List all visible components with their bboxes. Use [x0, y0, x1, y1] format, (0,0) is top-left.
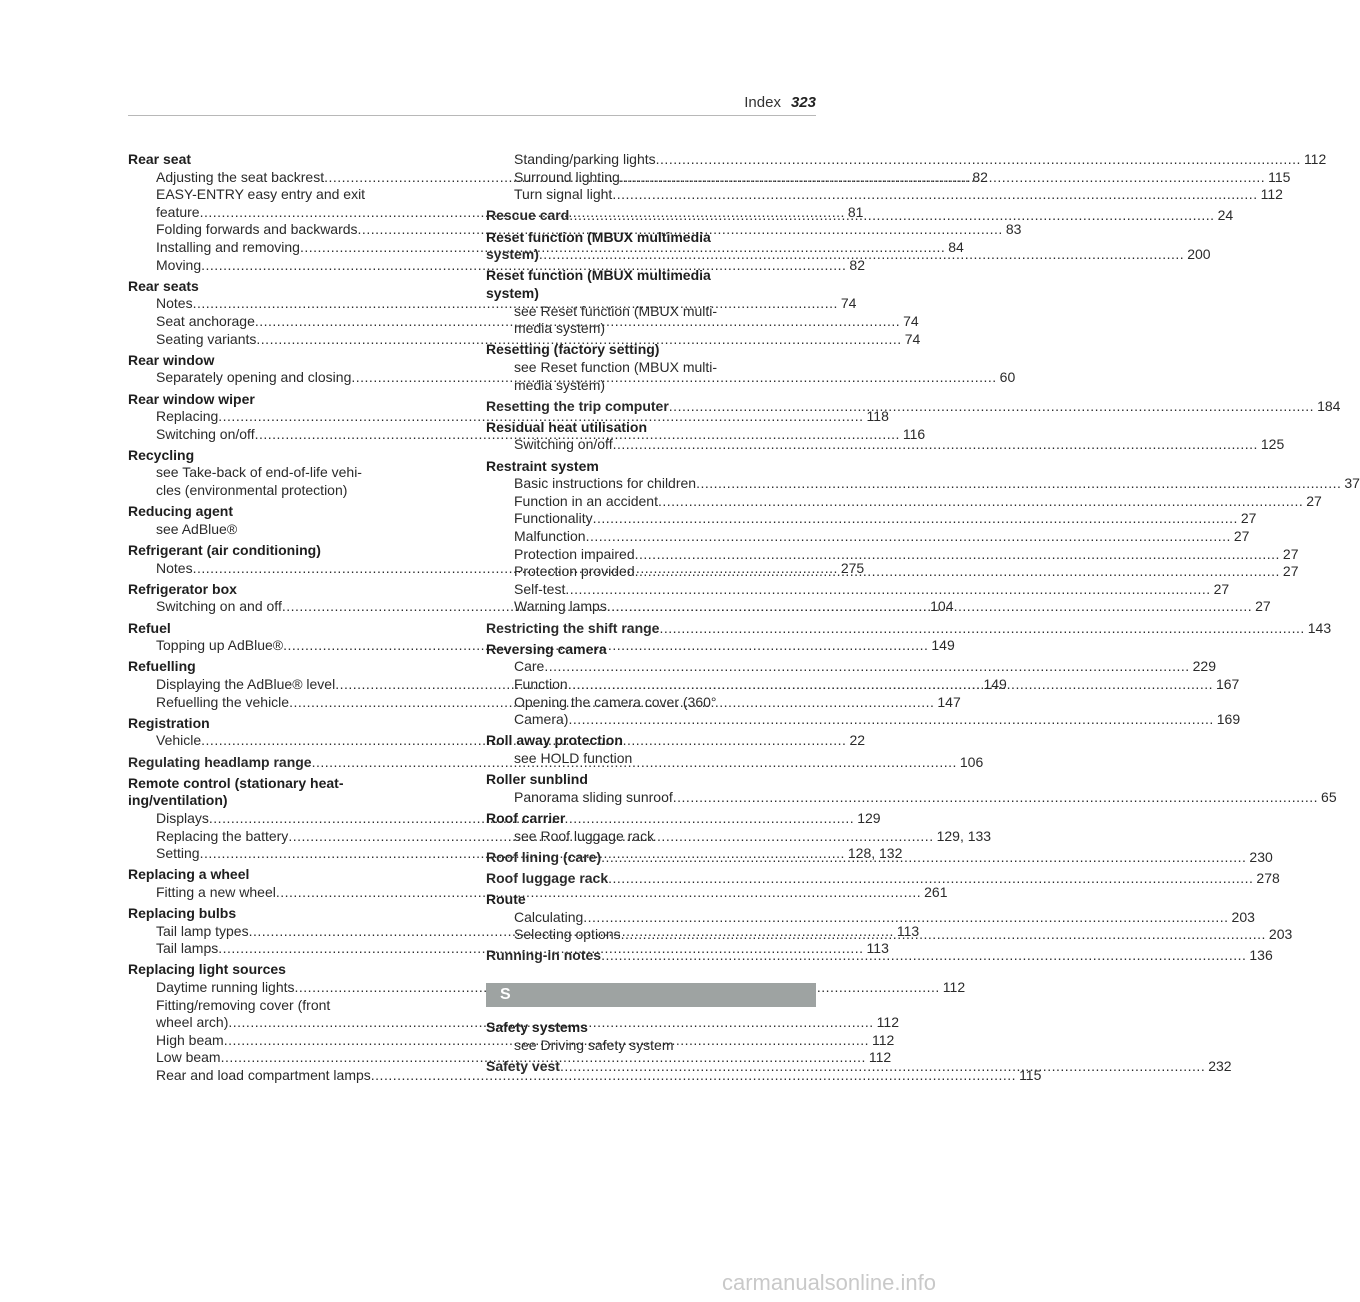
entry-heading: Replacing bulbs [128, 905, 237, 922]
page-ref: 74 [903, 312, 919, 329]
entry-heading: Reset function (MBUX multimedia [486, 228, 711, 245]
entry-heading: Refrigerator box [128, 580, 237, 597]
cross-reference[interactable]: see HOLD function [514, 749, 633, 766]
page-ref: 113 [866, 940, 889, 957]
dot-leader [673, 789, 1318, 807]
subentry[interactable] [486, 908, 1255, 927]
page-ref: 261 [924, 883, 948, 900]
page-ref: 143 [1307, 619, 1332, 636]
page-ref: 169 [1216, 711, 1241, 728]
section-title: Index [744, 94, 781, 111]
cross-reference[interactable]: see Take-back of end-of-life vehi- [156, 464, 362, 481]
dot-leader [669, 398, 1314, 416]
subentry-label: Switching on/off [514, 436, 613, 453]
entry-heading: Roof carrier [486, 809, 566, 826]
dot-leader [612, 186, 1257, 204]
dot-leader [635, 563, 1280, 581]
index-entry [486, 267, 816, 337]
dot-leader [544, 658, 1189, 676]
page-ref: 149 [931, 637, 955, 654]
subentry[interactable] [486, 510, 1257, 528]
subentry-label: Selecting options [514, 926, 621, 943]
subentry-label: feature [156, 203, 200, 220]
subentry-label: Standing/parking lights [514, 151, 656, 167]
index-entry [486, 869, 1280, 888]
entry-heading: Safety systems [486, 1019, 588, 1036]
subentry-label: Installing and removing [156, 238, 300, 255]
dot-leader [568, 711, 1213, 729]
subentry-label: Replacing [156, 408, 219, 425]
dot-leader [620, 169, 1265, 187]
cross-reference[interactable]: cles (environmental protection) [156, 482, 348, 499]
subentry-label: Replacing the battery [156, 827, 289, 844]
page-ref: 83 [1005, 221, 1022, 238]
subentry-label: Tail lamp types [156, 922, 249, 939]
dot-leader [635, 546, 1280, 564]
page-ref: 112 [871, 1031, 895, 1048]
subentry-label: Basic instructions for children [514, 475, 697, 492]
entry-heading: Roller sunblind [486, 771, 588, 788]
page-ref: 136 [1249, 947, 1273, 964]
page-ref: 147 [937, 693, 961, 710]
subentry-label: Switching on/off [156, 425, 255, 442]
page-ref: 167 [1215, 675, 1240, 692]
subentry-label: wheel arch) [156, 1014, 229, 1031]
page-ref: 203 [1231, 908, 1255, 925]
page-ref: 129, 133 [936, 827, 992, 844]
page-ref: 60 [999, 369, 1016, 386]
page-ref: 230 [1249, 848, 1273, 865]
cross-reference[interactable]: see Reset function (MBUX multi- [514, 358, 718, 375]
dot-leader [696, 475, 1341, 493]
page-ref: 112 [942, 979, 966, 996]
watermark: carmanualsonline.info [721, 1270, 936, 1295]
dot-leader [560, 1058, 1205, 1076]
page-ref: 118 [866, 408, 889, 425]
subentry-label: Vehicle [156, 732, 202, 749]
page-ref: 128, 132 [847, 845, 903, 862]
cross-reference[interactable]: media system) [514, 320, 606, 337]
dot-leader [539, 246, 1184, 264]
cross-reference[interactable]: media system) [514, 376, 606, 393]
subentry-label: EASY-ENTRY easy entry and exit [156, 186, 366, 203]
page-ref: 203 [1268, 926, 1293, 943]
entry-heading: Replacing light sources [128, 961, 286, 978]
page-ref: 27 [1306, 492, 1322, 509]
entry-heading-with-page[interactable] [486, 619, 1332, 638]
page-ref: 27 [1213, 580, 1230, 597]
cross-reference[interactable]: see Roof luggage rack [514, 827, 655, 844]
page-ref: 104 [930, 598, 954, 615]
subentry-label: Notes [156, 559, 193, 576]
page-ref: 113 [896, 922, 920, 939]
subentry-label: Warning lamps [514, 598, 607, 615]
index-entry [486, 397, 1341, 416]
subentry-label: Function in an accident [514, 492, 658, 509]
entry-heading: Reset function (MBUX multimedia [486, 267, 711, 284]
dot-leader [658, 493, 1303, 511]
page-ref: 112 [1260, 186, 1283, 203]
subentry-label: Setting [156, 845, 200, 862]
cross-reference[interactable]: see AdBlue® [156, 520, 238, 537]
entry-heading: system) [486, 246, 539, 263]
subentry-label: Surround lighting [514, 168, 620, 185]
dot-leader [586, 528, 1231, 546]
page-ref: 184 [1317, 397, 1341, 414]
page-ref: 74 [840, 295, 857, 312]
page-ref: 149 [983, 675, 1007, 692]
subentry-label: Fitting/removing cover (front [156, 996, 331, 1013]
page-ref: 278 [1256, 869, 1280, 886]
entry-heading: Safety vest [486, 1057, 560, 1074]
dot-leader [613, 436, 1258, 454]
subentry-label: Self-test [514, 580, 566, 597]
subentry-label: Switching on and off [156, 598, 282, 615]
entry-heading: Restraint system [486, 457, 599, 474]
subentry[interactable] [128, 256, 865, 275]
dot-leader [593, 510, 1238, 528]
page-ref: 37 [1344, 475, 1360, 492]
dot-leader [569, 207, 1214, 225]
subentry[interactable] [128, 408, 889, 426]
entry-heading: Rear seats [128, 277, 199, 294]
subentry[interactable] [486, 475, 1360, 493]
dot-leader [608, 870, 1253, 888]
subentry[interactable] [128, 330, 921, 349]
subentry-label: Protection provided [514, 563, 635, 580]
subentry-label: Camera) [514, 711, 569, 728]
dot-leader [601, 947, 1246, 965]
subentry-label: Functionality [514, 510, 593, 527]
subentry[interactable] [486, 545, 1299, 564]
entry-heading: Refuelling [128, 658, 196, 675]
page-ref: 27 [1282, 545, 1299, 562]
index-entry [486, 771, 1337, 806]
entry-heading: ing/ventilation) [128, 792, 228, 809]
entry-heading: Rear window wiper [128, 390, 255, 407]
entry-heading: Reversing camera [486, 640, 607, 657]
page-ref: 125 [1260, 436, 1285, 453]
subentry-label: Seat anchorage [156, 312, 255, 329]
dot-leader [621, 926, 1266, 944]
subentry-label: Tail lamps [156, 940, 219, 957]
subentry-label: High beam [156, 1031, 224, 1048]
dot-leader [568, 676, 1213, 694]
subentry[interactable] [128, 1067, 1042, 1085]
subentry [128, 997, 458, 1015]
subentry-label: Daytime running lights [156, 979, 295, 996]
subentry [128, 186, 458, 204]
cross-reference[interactable]: see Driving safety system [514, 1036, 674, 1053]
subentry-label: Topping up AdBlue® [156, 637, 284, 654]
page-ref: 129 [857, 809, 881, 826]
page-number: 323 [790, 94, 816, 111]
page-header [128, 92, 816, 116]
index-entry [486, 1019, 816, 1054]
subentry [486, 694, 816, 712]
subentry-label: Displaying the AdBlue® level [156, 675, 336, 692]
subentry-label: Notes [156, 295, 193, 312]
subentry-label: Fitting a new wheel [156, 883, 276, 900]
cross-reference[interactable]: see Reset function (MBUX multi- [514, 302, 718, 319]
page-ref: 81 [847, 203, 864, 220]
page-ref: 232 [1208, 1057, 1232, 1074]
entry-heading: Running-in notes [486, 947, 602, 964]
page-ref: 82 [849, 256, 865, 273]
page-ref: 82 [972, 168, 988, 185]
subentry-label: Folding forwards and backwards [156, 221, 358, 238]
entry-heading: Resetting (factory setting) [486, 341, 660, 358]
index-entry [128, 447, 458, 500]
subentry-label: Opening the camera cover (360° [514, 693, 717, 710]
entry-heading: Restricting the shift range [486, 619, 660, 636]
subentry[interactable] [486, 788, 1337, 807]
subentry-label: Care [514, 658, 545, 675]
page-ref: 229 [1192, 658, 1216, 675]
entry-heading: Residual heat utilisation [486, 418, 648, 435]
index-entry [486, 810, 816, 845]
entry-heading: Refuel [128, 619, 171, 636]
entry-heading: Resetting the trip computer [486, 397, 669, 414]
subentry-label: Turn signal light [514, 186, 613, 203]
entry-heading-with-page[interactable] [486, 397, 1341, 416]
dot-leader [659, 620, 1304, 638]
subentry[interactable] [486, 711, 1241, 729]
subentry[interactable] [486, 436, 1285, 454]
subentry-label: Rear and load compartment lamps [156, 1067, 371, 1083]
subentry-label: Function [514, 675, 568, 692]
entry-heading: Remote control (stationary heat- [128, 774, 344, 791]
letter-heading: S [486, 983, 816, 1007]
dot-leader [656, 151, 1301, 169]
dot-leader [607, 598, 1252, 616]
subentry-label: Panorama sliding sunroof [514, 788, 673, 805]
entry-heading: Route [486, 891, 526, 908]
entry-heading: Replacing a wheel [128, 866, 250, 883]
page-ref: 112 [868, 1049, 892, 1066]
page-ref: 24 [1217, 207, 1234, 224]
page-ref: 200 [1187, 246, 1211, 263]
index-entry [486, 619, 1332, 638]
subentry-label: Moving [156, 256, 202, 273]
subentry-label: Separately opening and closing [156, 369, 352, 386]
subentry-label: Protection impaired [514, 545, 635, 562]
page-ref: 27 [1240, 510, 1257, 527]
subentry[interactable] [486, 658, 1216, 676]
dot-leader [601, 849, 1246, 867]
entry-heading: Regulating headlamp range [128, 753, 312, 770]
page-ref: 27 [1233, 528, 1250, 545]
page-ref: 65 [1321, 788, 1337, 805]
dot-leader [565, 581, 1210, 599]
subentry-label: Calculating [514, 908, 584, 925]
entry-heading: Recycling [128, 446, 195, 463]
entry-heading: Rescue card [486, 207, 570, 224]
entry-heading: Refrigerant (air conditioning) [128, 542, 321, 559]
entry-heading: Rear window [128, 351, 215, 368]
subentry[interactable] [486, 580, 1230, 599]
entry-heading: Reducing agent [128, 503, 234, 520]
page-ref: 112 [1303, 151, 1327, 167]
page-ref: 115 [1268, 168, 1291, 185]
subentry-label: Displays [156, 809, 209, 826]
subentry[interactable] [486, 528, 1250, 546]
subentry[interactable] [486, 151, 1327, 169]
entry-heading: Roof lining (care) [486, 848, 602, 865]
entry-heading: system) [486, 284, 539, 301]
entry-heading: Registration [128, 714, 210, 731]
subentry-label: Refuelling the vehicle [156, 693, 290, 710]
page-ref: 116 [902, 425, 926, 442]
subentry-label: Low beam [156, 1049, 221, 1066]
entry-heading: Rear seat [128, 151, 192, 167]
subentry[interactable] [486, 492, 1322, 511]
entry-heading-with-page[interactable] [486, 869, 1280, 888]
page-ref: 27 [1282, 563, 1299, 580]
page-ref: 275 [840, 559, 865, 576]
page-ref: 27 [1255, 598, 1271, 615]
page-ref: 112 [876, 1014, 899, 1031]
page-ref: 22 [849, 732, 866, 749]
index-entry [486, 732, 816, 767]
subentry-label: Adjusting the seat backrest [156, 168, 325, 185]
subentry-label: Seating variants [156, 330, 257, 347]
page-ref: 74 [904, 330, 921, 347]
index-entry [486, 341, 816, 394]
page-ref: 115 [1019, 1067, 1042, 1083]
entry-heading: Roll away protection [486, 732, 623, 749]
subentry[interactable] [486, 186, 1283, 204]
index-entry [128, 503, 458, 538]
page-ref: 84 [948, 238, 964, 255]
dot-leader [583, 909, 1228, 927]
page-ref: 106 [959, 753, 984, 770]
subentry[interactable] [128, 979, 966, 997]
subentry-label: Malfunction [514, 528, 586, 545]
entry-heading: Roof luggage rack [486, 869, 609, 886]
